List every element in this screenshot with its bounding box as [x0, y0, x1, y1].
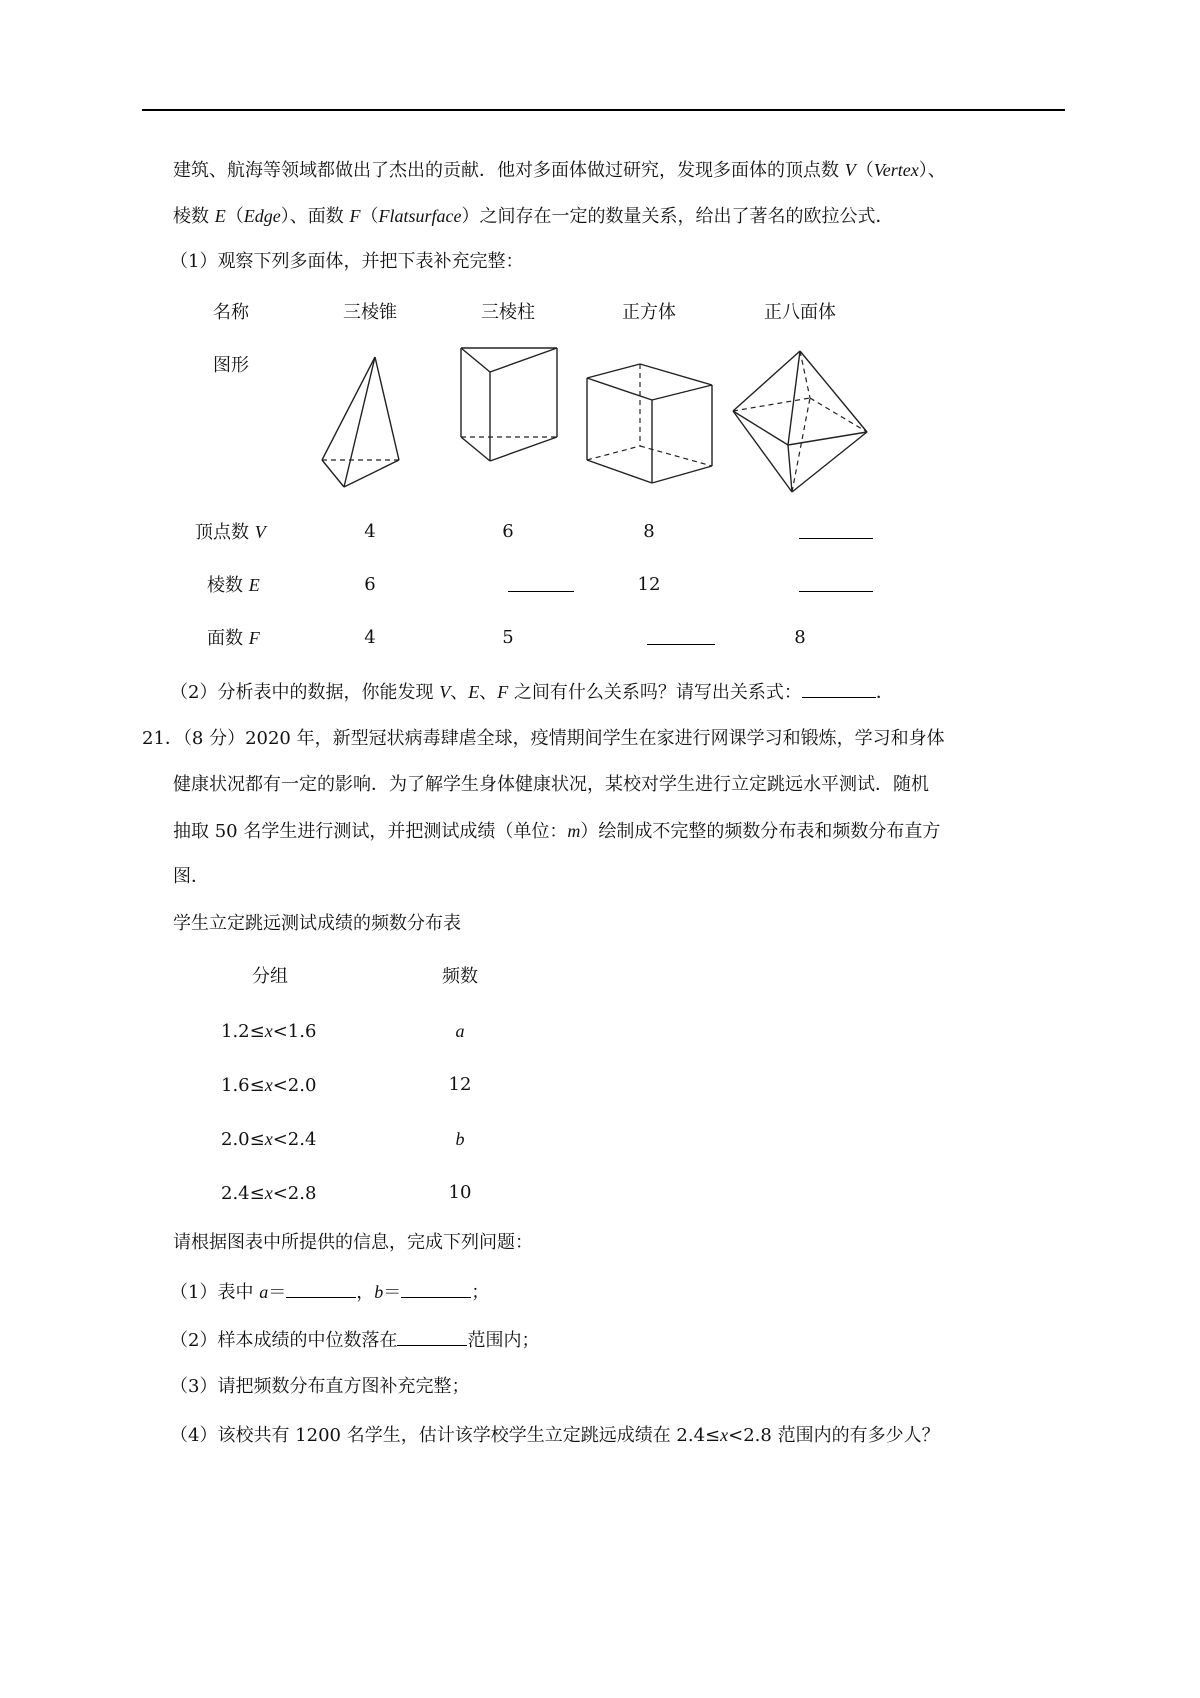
sub-question-3: （3）请把频数分布直方图补充完整；	[170, 1376, 470, 1397]
name-row-label: 名称	[213, 302, 249, 323]
edge-octahedron-blank[interactable]	[799, 573, 873, 599]
header-frequency: 频数	[442, 966, 478, 987]
relation-blank[interactable]	[802, 679, 876, 698]
edge-prism-blank[interactable]	[508, 573, 574, 599]
intro-line-1: 建筑、航海等领域都做出了杰出的贡献．他对多面体做过研究，发现多面体的顶点数 V（Vertex）、	[173, 160, 946, 181]
vertex-octahedron-blank[interactable]	[799, 520, 873, 546]
face-cube-blank[interactable]	[647, 626, 715, 652]
freq-row-3: b	[455, 1129, 465, 1149]
sub-question-4: （4）该校共有 1200 名学生，估计该学校学生立定跳远成绩在 2.4≤x<2.8 范围内的有多少人？	[170, 1425, 940, 1446]
face-octahedron: 8	[794, 627, 806, 648]
triangular-prism-figure	[461, 348, 557, 461]
edge-row-label: 棱数 E	[207, 575, 260, 596]
col-tetrahedron: 三棱锥	[343, 302, 397, 323]
problem-21-line-4: 图．	[173, 866, 209, 887]
blank-b[interactable]	[401, 1279, 471, 1298]
col-cube: 正方体	[622, 302, 676, 323]
frequency-table-title: 学生立定跳远测试成绩的频数分布表	[173, 913, 461, 934]
header-group: 分组	[252, 966, 288, 987]
blank-a[interactable]	[286, 1279, 356, 1298]
sub-question-1: （1）表中 a＝ ，b＝ ；	[170, 1279, 489, 1305]
face-tetrahedron: 4	[364, 627, 376, 648]
face-prism: 5	[502, 627, 514, 648]
group-row-1: 1.2≤x<1.6	[221, 1021, 317, 1042]
freq-row-1: a	[455, 1021, 465, 1041]
face-row-label: 面数 F	[207, 628, 260, 649]
cube-figure	[587, 364, 712, 483]
freq-row-2: 12	[448, 1074, 472, 1095]
median-range-blank[interactable]	[397, 1327, 467, 1346]
edge-tetrahedron: 6	[364, 574, 376, 595]
octahedron-figure	[733, 351, 867, 492]
problem-number: 21．	[142, 728, 183, 749]
group-row-4: 2.4≤x<2.8	[221, 1183, 317, 1204]
question-2: （2）分析表中的数据，你能发现 V、E、F 之间有什么关系吗？请写出关系式： ．	[170, 679, 894, 705]
problem-21-line-2: 健康状况都有一定的影响．为了解学生身体健康状况，某校对学生进行立定跳远水平测试．随机	[173, 774, 929, 795]
edge-cube: 12	[637, 574, 661, 595]
question-1-prompt: （1）观察下列多面体，并把下表补充完整：	[170, 251, 524, 272]
figure-row-label: 图形	[213, 355, 249, 376]
freq-row-4: 10	[448, 1182, 472, 1203]
problem-21-line-1: 21．（8 分）2020 年，新型冠状病毒肆虐全球，疫情期间学生在家进行网课学习和锻炼，学习和身体	[142, 728, 945, 749]
col-octahedron: 正八面体	[764, 302, 836, 323]
group-row-2: 1.6≤x<2.0	[221, 1075, 317, 1096]
vertex-prism: 6	[502, 521, 514, 542]
sub-question-2: （2）样本成绩的中位数落在 范围内；	[170, 1327, 539, 1353]
intro-line-2: 棱数 E（Edge）、面数 F（Flatsurface）之间存在一定的数量关系，给出了著名的欧拉公式．	[173, 206, 894, 227]
tetrahedron-figure	[322, 357, 399, 487]
polyhedra-figures	[0, 0, 1200, 520]
instruction: 请根据图表中所提供的信息，完成下列问题：	[173, 1232, 533, 1253]
problem-21-line-3: 抽取 50 名学生进行测试，并把测试成绩（单位：m）绘制成不完整的频数分布表和频数分布直方	[173, 821, 941, 842]
group-row-3: 2.0≤x<2.4	[221, 1129, 317, 1150]
col-prism: 三棱柱	[481, 302, 535, 323]
vertex-row-label: 顶点数 V	[195, 522, 266, 543]
vertex-cube: 8	[643, 521, 655, 542]
vertex-tetrahedron: 4	[364, 521, 376, 542]
